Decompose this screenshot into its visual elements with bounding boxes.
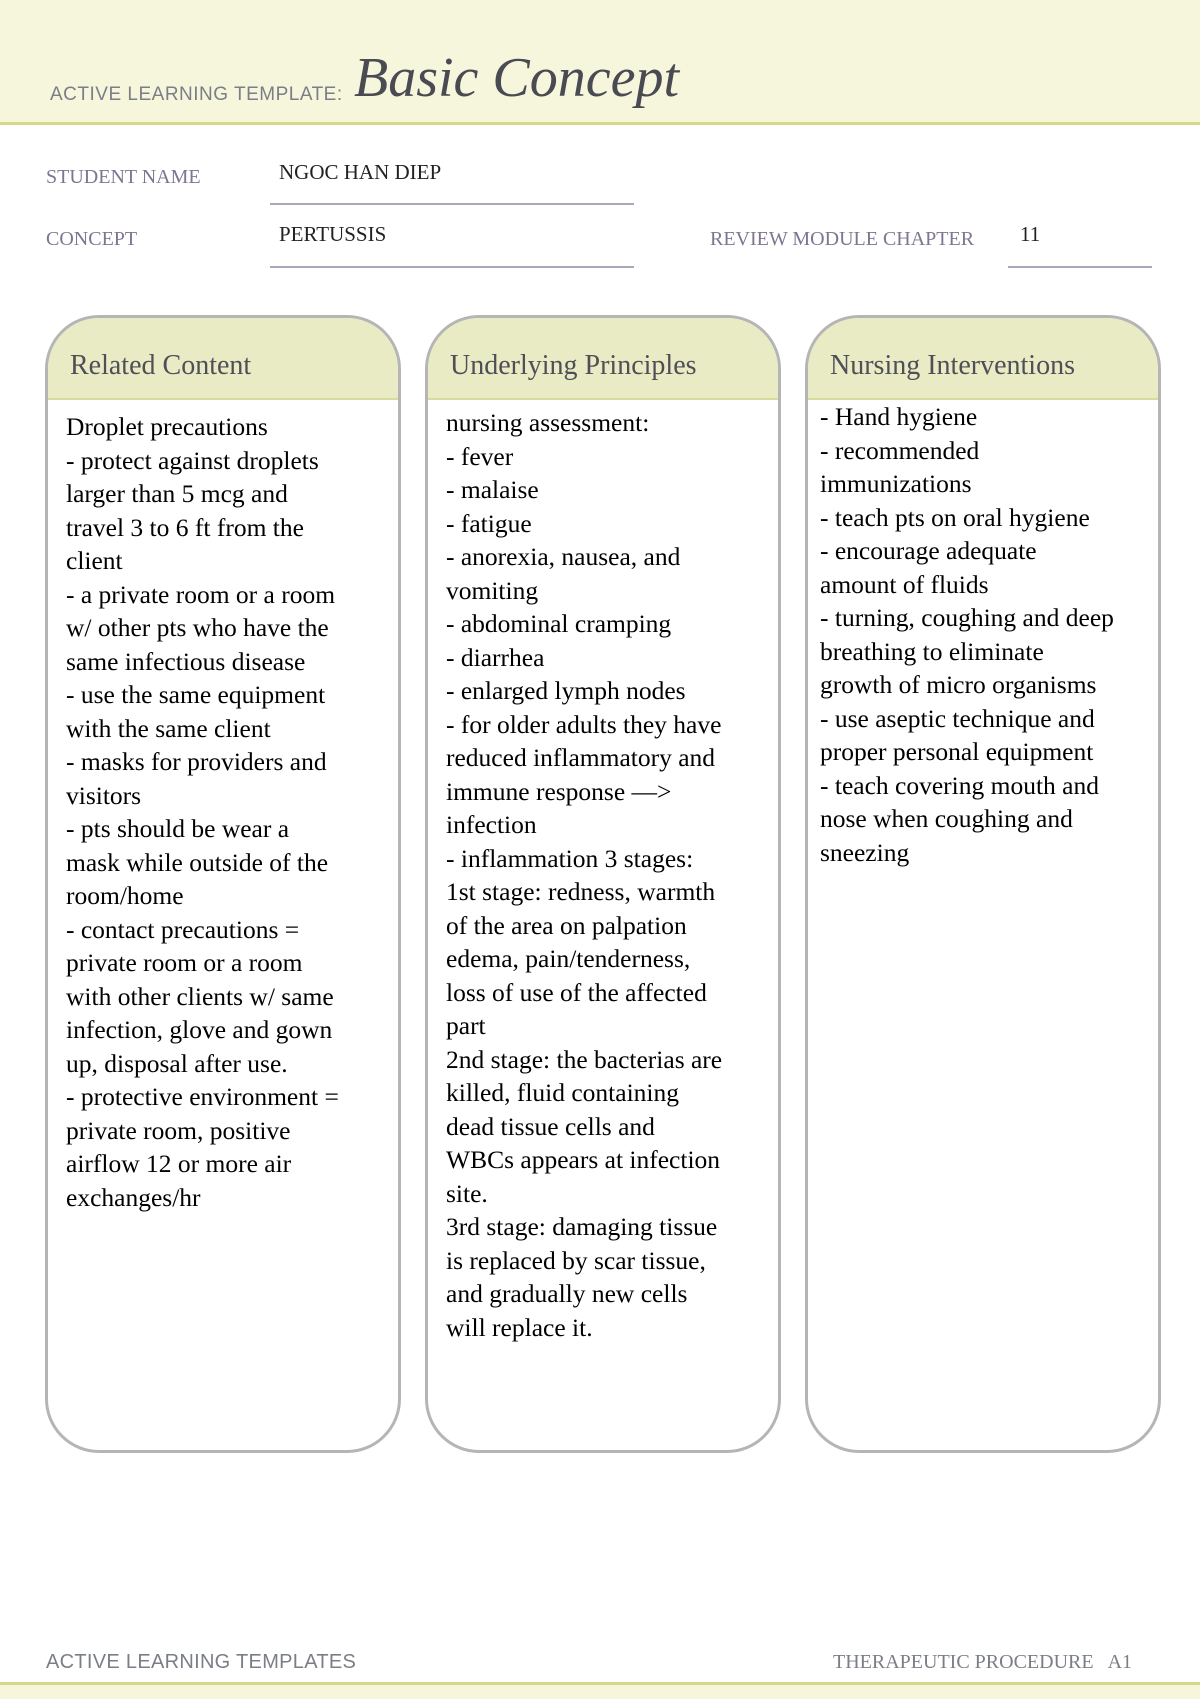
text-line: - abdominal cramping xyxy=(446,609,672,638)
text-line: infection, glove and gown xyxy=(66,1015,333,1044)
text-line: up, disposal after use. xyxy=(66,1048,288,1078)
card-related-content xyxy=(45,315,401,1453)
concept-label: CONCEPT xyxy=(46,228,138,250)
card-body[interactable] xyxy=(820,400,1150,869)
card-underlying-principles xyxy=(425,315,781,1453)
text-line: 1st stage: redness, warmth xyxy=(446,877,716,906)
footer-title: ACTIVE LEARNING TEMPLATES xyxy=(46,1651,357,1673)
text-line: part xyxy=(446,1011,486,1040)
text-line: private room, positive xyxy=(66,1115,291,1145)
text-line: same infectious disease xyxy=(66,646,306,676)
card-body[interactable] xyxy=(446,406,770,1344)
text-line: room/home xyxy=(66,881,184,910)
card-title: Related Content xyxy=(70,350,252,381)
text-line: of the area on palpation xyxy=(446,910,687,940)
card-header xyxy=(808,318,1158,400)
text-line: - use the same equipment xyxy=(66,680,326,709)
text-line: - teach covering mouth and xyxy=(820,770,1099,800)
footer-category-label: THERAPEUTIC PROCEDURE xyxy=(833,1651,1094,1673)
text-line: airflow 12 or more air xyxy=(66,1149,292,1178)
text-line: - use aseptic technique and xyxy=(820,703,1095,733)
text-line: exchanges/hr xyxy=(66,1182,201,1212)
text-line: - Hand hygiene xyxy=(820,402,978,431)
text-line: proper personal equipment xyxy=(820,737,1094,766)
card-header xyxy=(48,318,398,400)
text-line: visitors xyxy=(66,780,142,810)
card-nursing-interventions xyxy=(805,315,1161,1453)
text-line: larger than 5 mcg and xyxy=(66,479,288,508)
chapter-label: REVIEW MODULE CHAPTER xyxy=(710,228,975,250)
text-line: private room or a room xyxy=(66,948,303,977)
text-line: - contact precautions = xyxy=(66,914,300,944)
text-line: - anorexia, nausea, and xyxy=(446,542,681,571)
text-line: - a private room or a room xyxy=(66,579,336,609)
student-name-label: STUDENT NAME xyxy=(46,166,201,188)
text-line: - protect against droplets xyxy=(66,445,319,475)
text-line: infection xyxy=(446,810,537,839)
text-line: - encourage adequate xyxy=(820,536,1037,565)
text-line: nose when coughing and xyxy=(820,804,1073,833)
text-line: loss of use of the affected xyxy=(446,977,707,1007)
chapter-field[interactable]: 11 xyxy=(1020,222,1041,246)
footer-band xyxy=(0,1682,1200,1699)
text-line: amount of fluids xyxy=(820,569,989,599)
text-line: reduced inflammatory and xyxy=(446,743,716,772)
text-line: - teach pts on oral hygiene xyxy=(820,502,1090,532)
chapter-underline xyxy=(1008,266,1152,268)
student-name-underline xyxy=(270,203,634,205)
student-name-field[interactable]: NGOC HAN DIEP xyxy=(279,160,442,184)
footer-category xyxy=(833,1651,1132,1674)
text-line: sneezing xyxy=(820,837,910,867)
text-line: 2nd stage: the bacterias are xyxy=(446,1044,723,1074)
text-line: - for older adults they have xyxy=(446,709,722,739)
text-line: immune response —> xyxy=(446,776,672,806)
text-line: breathing to eliminate xyxy=(820,636,1044,666)
text-line: edema, pain/tenderness, xyxy=(446,944,691,973)
text-line: - fatigue xyxy=(446,508,532,538)
text-line: - protective environment = xyxy=(66,1082,339,1111)
card-body[interactable] xyxy=(66,410,390,1214)
text-line: - fever xyxy=(446,441,514,471)
text-line: immunizations xyxy=(820,469,972,498)
text-line: - enlarged lymph nodes xyxy=(446,676,686,705)
text-line: killed, fluid containing xyxy=(446,1078,679,1107)
text-line: WBCs appears at infection xyxy=(446,1145,721,1174)
text-line: with the same client xyxy=(66,713,271,743)
concept-field[interactable]: PERTUSSIS xyxy=(279,222,387,246)
text-line: travel 3 to 6 ft from the xyxy=(66,512,304,542)
text-line: site. xyxy=(446,1178,488,1208)
text-line: growth of micro organisms xyxy=(820,670,1097,699)
text-line: will replace it. xyxy=(446,1312,593,1342)
text-line: - pts should be wear a xyxy=(66,814,290,843)
text-line: and gradually new cells xyxy=(446,1279,688,1308)
text-line: with other clients w/ same xyxy=(66,981,334,1011)
text-line: mask while outside of the xyxy=(66,847,329,877)
text-line: - masks for providers and xyxy=(66,747,327,776)
template-label: ACTIVE LEARNING TEMPLATE: xyxy=(50,84,343,105)
text-line: Droplet precautions xyxy=(66,412,268,441)
card-title: Nursing Interventions xyxy=(830,350,1075,381)
text-line: 3rd stage: damaging tissue xyxy=(446,1212,718,1241)
text-line: client xyxy=(66,546,123,575)
text-line: - malaise xyxy=(446,475,539,504)
card-title: Underlying Principles xyxy=(450,350,697,381)
text-line: - turning, coughing and deep xyxy=(820,603,1114,632)
footer-code: A1 xyxy=(1107,1651,1133,1673)
text-line: - recommended xyxy=(820,435,980,465)
page-title: Basic Concept xyxy=(354,47,680,109)
text-line: w/ other pts who have the xyxy=(66,613,329,642)
concept-underline xyxy=(270,266,634,268)
text-line: is replaced by scar tissue, xyxy=(446,1245,706,1275)
card-header xyxy=(428,318,778,400)
text-line: dead tissue cells and xyxy=(446,1111,655,1141)
text-line: vomiting xyxy=(446,575,539,605)
text-line: - diarrhea xyxy=(446,642,545,672)
text-line: - inflammation 3 stages: xyxy=(446,843,694,873)
text-line: nursing assessment: xyxy=(446,408,650,437)
